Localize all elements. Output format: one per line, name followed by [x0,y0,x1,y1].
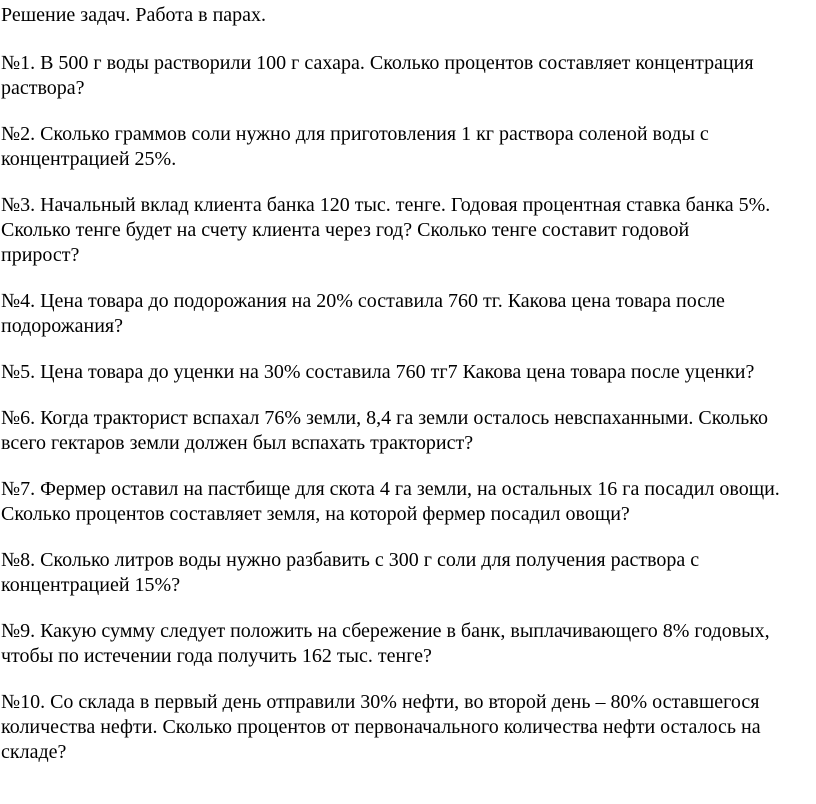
task-text-line: чтобы по истечении года получить 162 тыс. тенге? [1,645,432,667]
task-7 [1,477,816,527]
task-text-line: количества нефти. Сколько процентов от первоначального количества нефти осталось на [1,716,761,738]
task-text-line: №1. В 500 г воды растворили 100 г сахара. Сколько процентов составляет концентрация [1,52,754,74]
task-text-line: №2. Сколько граммов соли нужно для приготовления 1 кг раствора соленой воды с [1,123,709,145]
document-title: Решение задач. Работа в парах. [1,4,267,26]
task-text-line: концентрацией 25%. [1,148,177,170]
task-2 [1,122,816,172]
task-text-line: №10. Со склада в первый день отправили 30% нефти, во второй день – 80% оставшегося [1,691,760,713]
task-text-line: всего гектаров земли должен был вспахать тракторист? [1,432,474,454]
task-1 [1,51,816,101]
task-9 [1,619,816,669]
task-text-line: №6. Когда тракторист вспахал 76% земли, 8,4 га земли осталось невспаханными. Сколько [1,407,768,429]
task-text-line: №5. Цена товара до уценки на 30% составила 760 тг7 Какова цена товара после уценки? [1,361,755,383]
task-text-line: раствора? [1,77,85,99]
task-10 [1,690,816,765]
task-text-line: №7. Фермер оставил на пастбище для скота 4 га земли, на остальных 16 га посадил овощи. [1,478,780,500]
task-text-line: прирост? [1,244,80,266]
task-text-line: №8. Сколько литров воды нужно разбавить с 300 г соли для получения раствора с [1,549,700,571]
task-3 [1,193,816,268]
task-5 [1,360,816,385]
task-text-line: Сколько тенге будет на счету клиента через год? Сколько тенге составит годовой [1,219,690,241]
task-6 [1,406,816,456]
task-8 [1,548,816,598]
task-4 [1,289,816,339]
task-text-line: №4. Цена товара до подорожания на 20% составила 760 тг. Какова цена товара после [1,290,725,312]
task-text-line: Сколько процентов составляет земля, на которой фермер посадил овощи? [1,503,630,525]
task-text-line: №9. Какую сумму следует положить на сбережение в банк, выплачивающего 8% годовых, [1,620,770,642]
task-text-line: подорожания? [1,315,123,337]
task-text-line: концентрацией 15%? [1,574,181,596]
task-text-line: складе? [1,741,67,763]
task-text-line: №3. Начальный вклад клиента банка 120 тыс. тенге. Годовая процентная ставка банка 5%. [1,194,771,216]
